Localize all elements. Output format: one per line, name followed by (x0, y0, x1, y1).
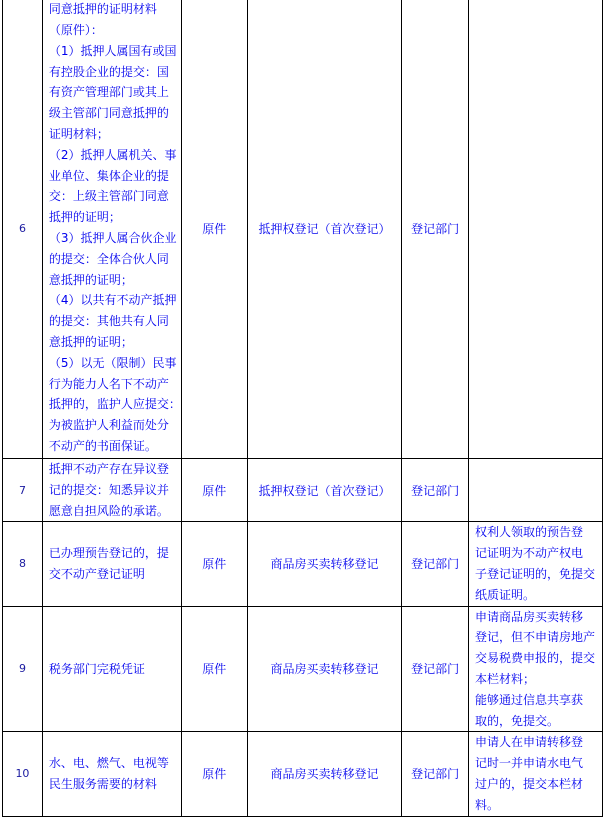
text-line: 能够通过信息共享获 (474, 692, 583, 707)
text-line: 纸质证明。 (474, 587, 535, 602)
text-line: 记时一并申请水电气 (474, 756, 583, 771)
text-line: 交不动产登记证明 (48, 566, 145, 581)
table-row (3, 522, 603, 606)
text-line: 申请商品房买卖转移 (474, 609, 583, 624)
text-line: （原件）： (48, 23, 103, 38)
text-line: （1）抵押人属国有或国 (48, 43, 177, 58)
material-cell (42, 732, 181, 816)
row-number: 8 (3, 522, 43, 606)
text-line: 记的提交：知悉异议并 (48, 482, 169, 497)
text-line: 已办理预告登记的，提 (48, 546, 169, 561)
row-number: 6 (3, 0, 43, 459)
row-number: 9 (3, 606, 43, 732)
note-cell (468, 732, 602, 816)
table-row (3, 606, 603, 732)
registration-type-cell: 商品房买卖转移登记 (247, 522, 402, 606)
text-line: （4）以共有不动产抵押 (48, 293, 177, 308)
text-line: 交：上级主管部门同意 (48, 189, 169, 204)
table-row (3, 0, 603, 459)
material-cell (42, 606, 181, 732)
text-line: （5）以无（限制）民事 (48, 355, 177, 370)
text-line: 的提交：其他共有人同 (48, 314, 169, 329)
table-row (3, 459, 603, 522)
text-line: 民生服务需要的材料 (48, 776, 157, 791)
text-line: 不动产的书面保证。 (48, 438, 157, 453)
text-line: 税务部门完税凭证 (48, 661, 145, 676)
department-cell: 登记部门 (402, 732, 469, 816)
department-cell: 登记部门 (402, 0, 469, 459)
form-cell: 原件 (181, 732, 247, 816)
form-cell: 原件 (181, 459, 247, 522)
text-line: 权利人领取的预告登 (474, 525, 583, 540)
text-line: 登记，但不申请房地产 (474, 630, 595, 645)
text-line: 有资产管理部门或其上 (48, 85, 169, 100)
registration-type-cell: 抵押权登记（首次登记） (247, 459, 402, 522)
text-line: 记证明为不动产权电 (474, 546, 583, 561)
material-cell (42, 0, 181, 459)
text-line: 过户的，提交本栏材 (474, 776, 583, 791)
text-line: 级主管部门同意抵押的 (48, 106, 169, 121)
text-line: 抵押不动产存在异议登 (48, 462, 169, 476)
text-line: 子登记证明的，免提交 (474, 566, 595, 581)
note-cell (468, 522, 602, 606)
text-line: 同意抵押的证明材料 (48, 2, 157, 17)
text-line: 意抵押的证明； (48, 272, 133, 287)
department-cell: 登记部门 (402, 606, 469, 732)
text-line: 水、电、燃气、电视等 (48, 756, 169, 771)
form-cell: 原件 (181, 606, 247, 732)
text-line: 抵押的证明； (48, 210, 121, 225)
text-line: 的提交：全体合伙人同 (48, 251, 169, 266)
registration-type-cell: 商品房买卖转移登记 (247, 606, 402, 732)
registration-type-cell: 商品房买卖转移登记 (247, 732, 402, 816)
note-cell (468, 459, 602, 522)
text-line: （2）抵押人属机关、事 (48, 147, 177, 162)
text-line: 愿意自担风险的承诺。 (48, 503, 169, 518)
text-line: 为被监护人利益而处分 (48, 418, 169, 433)
material-cell (42, 522, 181, 606)
text-line: 交易税费申报的，提交 (474, 651, 595, 666)
table-row (3, 732, 603, 816)
row-number: 10 (3, 732, 43, 816)
note-cell (468, 606, 602, 732)
text-line: 有控股企业的提交：国 (48, 64, 169, 79)
text-line: 申请人在申请转移登 (474, 735, 583, 750)
text-line: 取的，免提交。 (474, 713, 559, 728)
form-cell: 原件 (181, 0, 247, 459)
department-cell: 登记部门 (402, 459, 469, 522)
text-line: 料。 (474, 797, 499, 812)
text-line: （3）抵押人属合伙企业 (48, 231, 177, 245)
registration-type-cell: 抵押权登记（首次登记） (247, 0, 402, 459)
note-cell (468, 0, 602, 459)
text-line: 抵押的，监护人应提交： (48, 397, 181, 412)
text-line: 行为能力人名下不动产 (48, 376, 169, 391)
department-cell: 登记部门 (402, 522, 469, 606)
text-line: 本栏材料； (474, 671, 535, 686)
text-line: 意抵押的证明； (48, 334, 133, 349)
materials-table (2, 0, 603, 817)
text-line: 证明材料； (48, 127, 109, 142)
material-cell (42, 459, 181, 522)
text-line: 业单位、集体企业的提 (48, 168, 169, 183)
form-cell: 原件 (181, 522, 247, 606)
row-number: 7 (3, 459, 43, 522)
